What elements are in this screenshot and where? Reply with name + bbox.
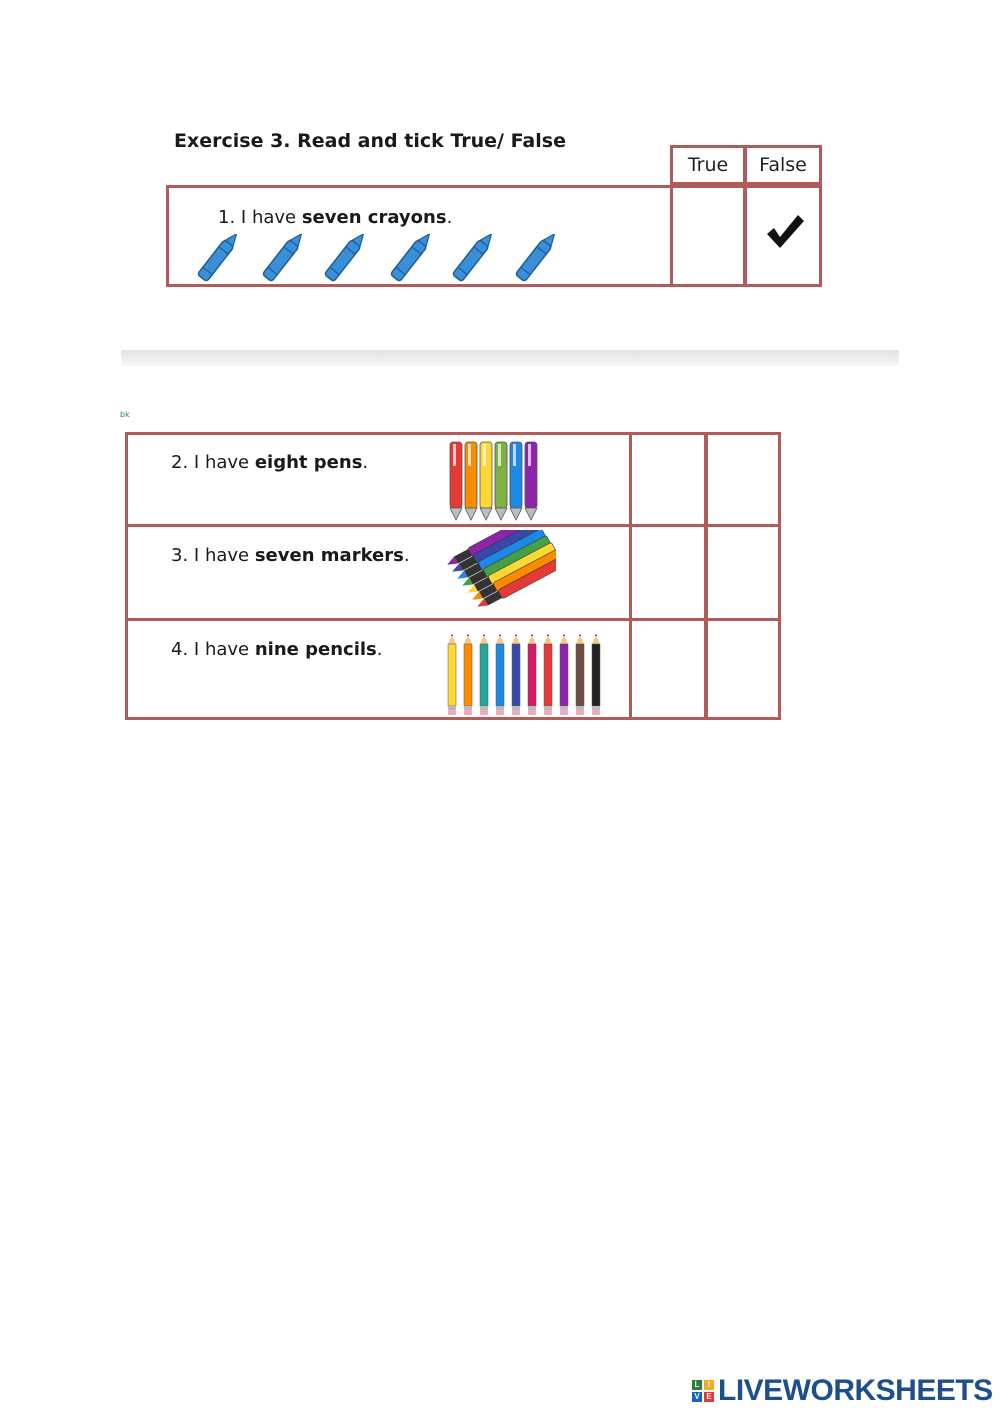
pen-icon	[525, 442, 537, 520]
tiny-mark: bk	[120, 410, 130, 419]
crayon-icon	[390, 234, 434, 282]
crayons-picture	[196, 234, 566, 284]
pen-icon	[510, 442, 522, 520]
checkmark-icon	[764, 212, 806, 252]
false-cell-2[interactable]	[705, 432, 781, 527]
pen-icon	[450, 442, 462, 520]
pens-picture	[446, 440, 542, 526]
pencils-picture	[444, 632, 610, 718]
pencil-icon	[512, 634, 520, 715]
crayon-icon	[197, 234, 241, 282]
true-cell-1[interactable]	[670, 185, 746, 287]
pencil-icon	[592, 634, 600, 715]
crayon-icon	[324, 234, 368, 282]
pencil-icon	[464, 634, 472, 715]
header-false: False	[744, 145, 822, 185]
crayon-icon	[452, 234, 496, 282]
pen-icon	[465, 442, 477, 520]
pen-icon	[480, 442, 492, 520]
pencil-icon	[496, 634, 504, 715]
pencil-icon	[480, 634, 488, 715]
liveworksheets-logo	[692, 1374, 993, 1408]
statement-2: 2. I have eight pens.	[171, 452, 369, 473]
pencil-icon	[528, 634, 536, 715]
crayon-icon	[515, 234, 559, 282]
header-true: True	[670, 145, 746, 185]
statement-1: 1. I have seven crayons.	[218, 207, 453, 228]
markers-picture	[446, 530, 556, 616]
pen-icon	[495, 442, 507, 520]
true-cell-2[interactable]	[629, 432, 707, 527]
false-cell-4[interactable]	[705, 618, 781, 720]
true-cell-4[interactable]	[629, 618, 707, 720]
statement-4: 4. I have nine pencils.	[171, 639, 383, 660]
crayon-icon	[262, 234, 306, 282]
pencil-icon	[544, 634, 552, 715]
statement-3: 3. I have seven markers.	[171, 545, 410, 566]
false-cell-3[interactable]	[705, 524, 781, 621]
pencil-icon	[576, 634, 584, 715]
logo-text: LIVEWORKSHEETS	[718, 1374, 993, 1407]
divider	[121, 350, 899, 366]
pencil-icon	[448, 634, 456, 715]
pencil-icon	[560, 634, 568, 715]
exercise-title: Exercise 3. Read and tick True/ False	[174, 130, 566, 152]
true-cell-3[interactable]	[629, 524, 707, 621]
logo-mark-icon: L I V E	[692, 1380, 714, 1402]
